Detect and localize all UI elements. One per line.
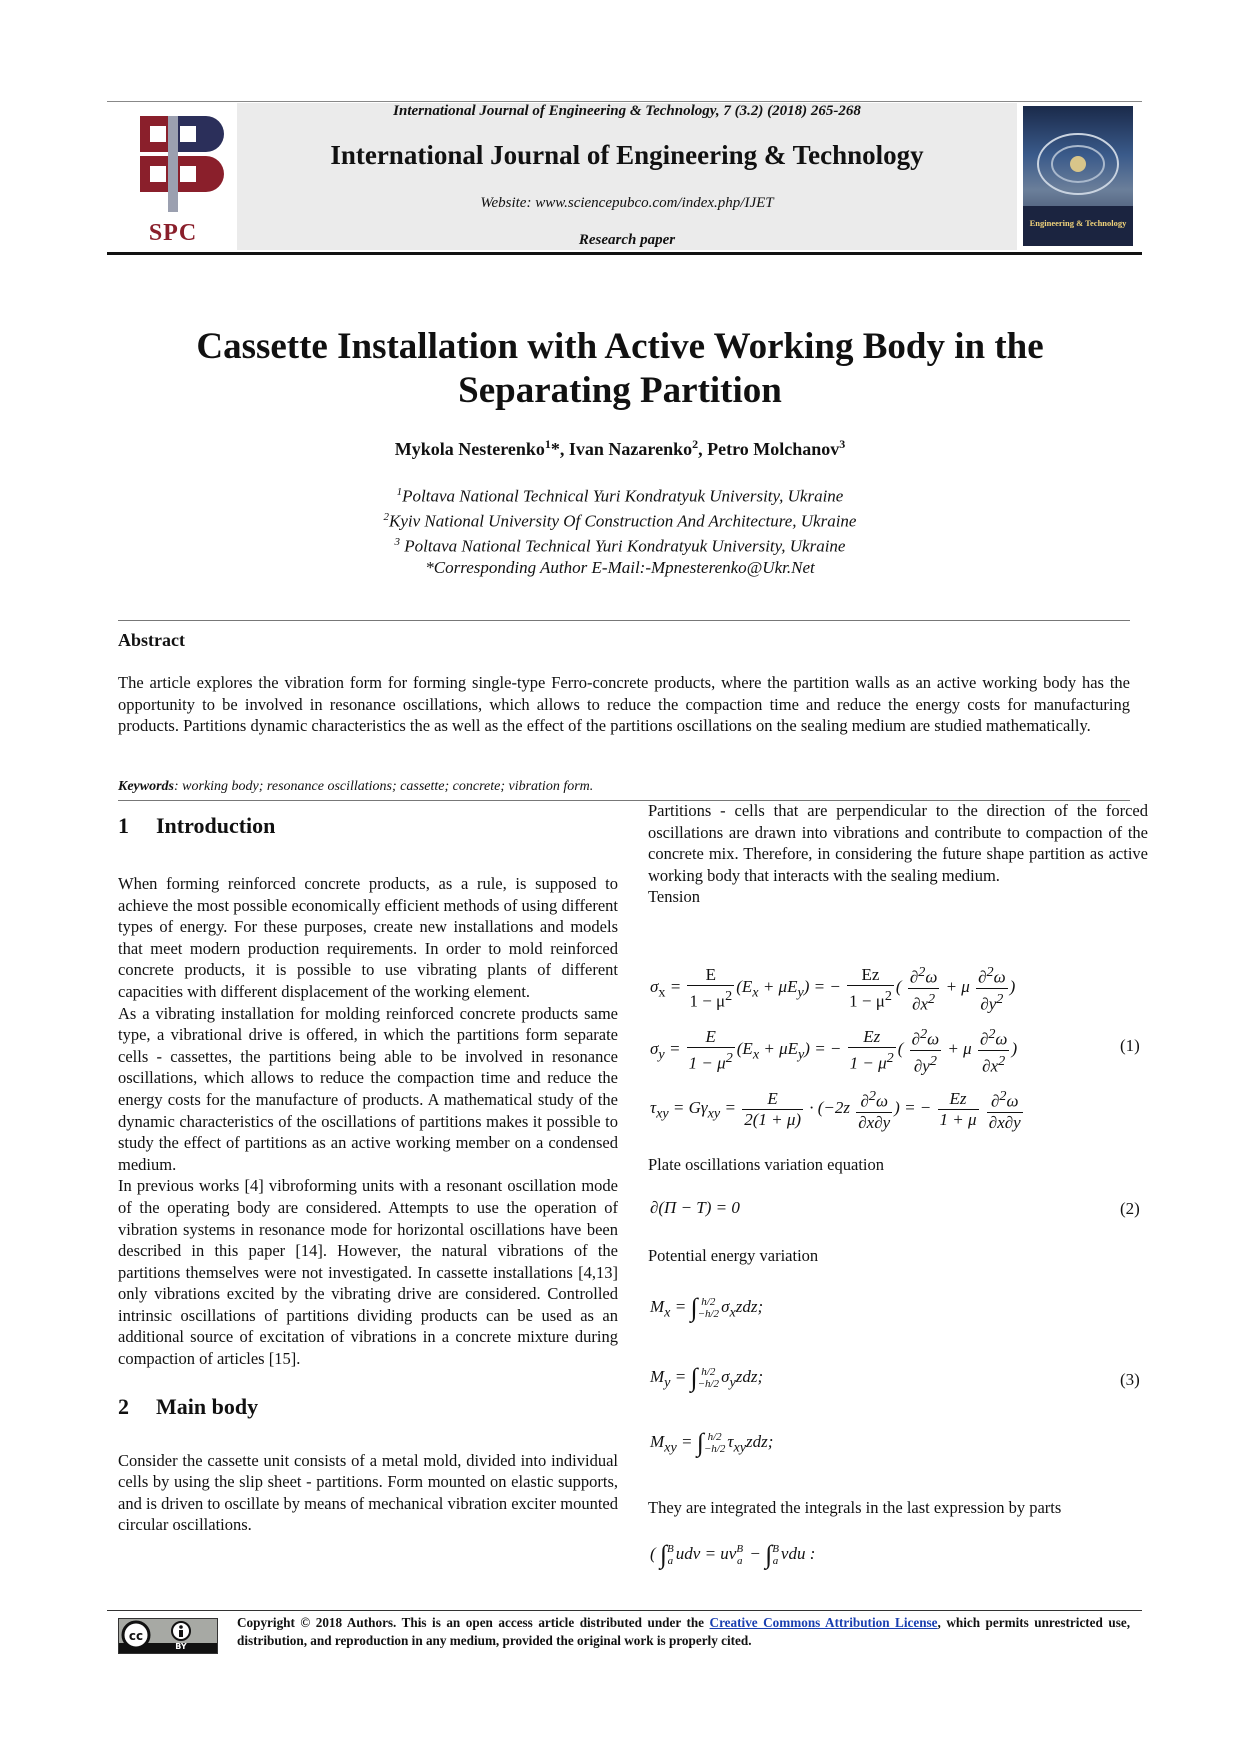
author-list bbox=[130, 437, 1110, 460]
affiliation-line: $^2$Kyiv National University Of Construction And Architecture, Ukraine bbox=[383, 511, 857, 531]
intro-paragraph: In previous works [4] vibroforming units with a resonant oscillation mode of the operating body are considered. Attempts to use the operation of vibration systems in resonance mode for horizontal oscillations have been described in this paper [14]. However, the natural vibrations of the partitions themselves were not investigated. In cassette installations [4,13] only vibrations excited by the vibrating drive are considered. Controlled intrinsic oscillations of partitions dividing products can be used as an additional source of excitation of vibrations in a concrete mixture during compaction of articles [15]. bbox=[118, 1176, 618, 1369]
journal-citation: International Journal of Engineering & Technology, 7 (3.2) (2018) 265-268 bbox=[393, 103, 861, 119]
journal-name: International Journal of Engineering & Technology bbox=[330, 140, 924, 170]
integrate-label: They are integrated the integrals in the last expression by parts bbox=[648, 1498, 1062, 1517]
potential-energy-label: Potential energy variation bbox=[648, 1246, 819, 1265]
intro-paragraph: As a vibrating installation for molding reinforced concrete products same type, a vibrational drive is offered, in which the partitions form separate cells - cassettes, the partitions being able to be involved in resonance oscillations, which allows to reduce the compaction time and reduce the energy costs for the manufacture of products. A mathematical study of the dynamic characteristics of the oscillations of partitions makes it possible to study the effect of partitions as an active working member on a condensed medium. bbox=[118, 1003, 618, 1174]
plate-oscillations-label: Plate oscillations variation equation bbox=[648, 1155, 884, 1174]
keywords-text: : working body; resonance oscillations; cassette; concrete; vibration form. bbox=[174, 779, 594, 794]
section-heading-main-body: 2 Main body bbox=[118, 1393, 259, 1419]
affiliations bbox=[130, 482, 1110, 579]
publisher-logo bbox=[118, 108, 228, 248]
affiliation-line: $^1$Poltava National Technical Yuri Kondratyuk University, Ukraine bbox=[396, 486, 844, 506]
license-link[interactable]: Creative Commons Attribution License bbox=[709, 1615, 938, 1630]
equation-sigma-x: $\sigma_x$ = $\frac{E}{1 - \mu^2}$ $(E_x + \mu E_y)$ = − $\frac{Ez}{1 - \mu^2}$ ( $\frac{\partial^2\omega}{\partial x^2}$ + μ $\frac{\partial^2\omega}{\partial y^2}$ ) bbox=[650, 964, 1016, 1014]
cover-title: Engineering & Technology bbox=[1029, 218, 1127, 228]
footer-rule bbox=[107, 1610, 1142, 1611]
journal-cover-image bbox=[1023, 106, 1133, 246]
left-column bbox=[118, 805, 618, 1536]
author-separator: , bbox=[698, 439, 708, 459]
equation-variation: ∂(Π − T) = 0 bbox=[650, 1198, 740, 1217]
equation-integration-by-parts: ( ∫B a udv = uvB a − ∫B a vdu : bbox=[650, 1540, 816, 1569]
section-heading-introduction: 1 Introduction bbox=[118, 813, 276, 838]
journal-website[interactable]: Website: www.sciencepubco.com/index.php/IJET bbox=[480, 195, 774, 211]
svg-text:cc: cc bbox=[128, 1629, 144, 1643]
equation-moment-x: $M_x$ = ∫ h/2 −h/2 $\sigma_xzdz$; bbox=[650, 1293, 764, 1322]
tension-label: Tension bbox=[648, 887, 701, 907]
keywords bbox=[118, 779, 1130, 795]
equation-number: (3) bbox=[1120, 1370, 1140, 1389]
author-affil-mark: 2 bbox=[692, 437, 699, 451]
right-column bbox=[648, 800, 1148, 908]
abstract-text: The article explores the vibration form for forming single-type Ferro-concrete products, where the partition walls as an active working body has the opportunity to be involved in resonance oscillations, which allows to reduce the compaction time and reduce the energy costs for manufacturing products. Partitions dynamic characteristics the as well as the effect of the partitions oscillations on the sealing medium are studied mathematically. bbox=[118, 673, 1130, 735]
author-name: Ivan Nazarenko bbox=[568, 439, 693, 459]
equation-moment-xy: $M_{xy}$ = ∫ h/2 −h/2 $\tau_{xy}zdz$; bbox=[650, 1428, 774, 1457]
equation-sigma-y: $\sigma_y$ = $\frac{E}{1 - \mu^2}$ $(E_x + \mu E_y)$ = − $\frac{Ez}{1 - \mu^2}$ ( $\frac{\partial^2\omega}{\partial y^2}$ + μ $\frac{\partial^2\omega}{\partial x^2}$ ) bbox=[650, 1026, 1018, 1076]
right-paragraph: Partitions - cells that are perpendicular to the direction of the forced oscillations are drawn into vibrations and contribute to compaction of the concrete mix. Therefore, in considering the future shape partition as active working body that interacts with the sealing medium. bbox=[648, 801, 1148, 885]
equation-number: (2) bbox=[1120, 1199, 1140, 1218]
intro-paragraph: When forming reinforced concrete products, as a rule, is supposed to achieve the most possible economically efficient methods of using different types of energy. For these purposes, create new installations and models that meet modern production requirements. In order to mold reinforced concrete products, it is possible to use vibrating plants of different capacities with different displacement of the working element. bbox=[118, 874, 618, 1001]
equation-tau-xy: $\tau_{xy} = G\gamma_{xy}$ = $\frac{E}{2(1 + \mu)}$ · (−2z $\frac{\partial^2\omega}{\partial x\partial y}$ ) = − $\frac{Ez}{1 + \mu}$ $\frac{\partial^2\omega}{\partial x\partial y}$ bbox=[650, 1088, 1021, 1132]
main-paragraph: Consider the cassette unit consists of a metal mold, divided into individual cells by using the slip sheet - partitions. Form mounted on elastic supports, and is driven to oscillate by means of mechanical vibration exciter mounted circular oscillations. bbox=[118, 1450, 618, 1535]
badge-by-text: BY bbox=[175, 1642, 187, 1651]
author-name: Mykola Nesterenko bbox=[394, 439, 545, 459]
author-affil-mark: 1 bbox=[544, 437, 551, 451]
cc-by-license-badge[interactable] bbox=[118, 1618, 218, 1654]
header-top-rule bbox=[107, 101, 1142, 102]
abstract-top-rule bbox=[118, 620, 1130, 621]
paper-title: Cassette Installation with Active Working Body in the Separating Partition bbox=[196, 326, 1044, 411]
corresponding-author[interactable]: *Corresponding Author E-Mail:-Mpnesterenko@Ukr.Net bbox=[425, 558, 815, 578]
author-name: Petro Molchanov bbox=[707, 439, 840, 459]
header-band bbox=[237, 103, 1017, 250]
paper-type: Research paper bbox=[578, 232, 676, 248]
author-affil-mark: 3 bbox=[839, 437, 846, 451]
keywords-label: Keywords bbox=[118, 779, 174, 794]
equation-number: (1) bbox=[1120, 1036, 1140, 1055]
copyright-notice: Copyright © 2018 Authors. This is an open access article distributed under the Creative Commons Attribution License, which permits unrestricted use, distribution, and reproduction in any medium, provided the original work is properly cited. bbox=[237, 1615, 1130, 1648]
affiliation-line: $^3$ Poltava National Technical Yuri Kondratyuk University, Ukraine bbox=[394, 536, 846, 556]
logo-text: SPC bbox=[148, 220, 198, 246]
header-bottom-rule bbox=[107, 252, 1142, 255]
equation-moment-y: $M_y$ = ∫ h/2 −h/2 $\sigma_yzdz$; bbox=[650, 1363, 764, 1392]
author-separator: *, bbox=[550, 439, 569, 459]
abstract-heading: Abstract bbox=[118, 630, 185, 650]
